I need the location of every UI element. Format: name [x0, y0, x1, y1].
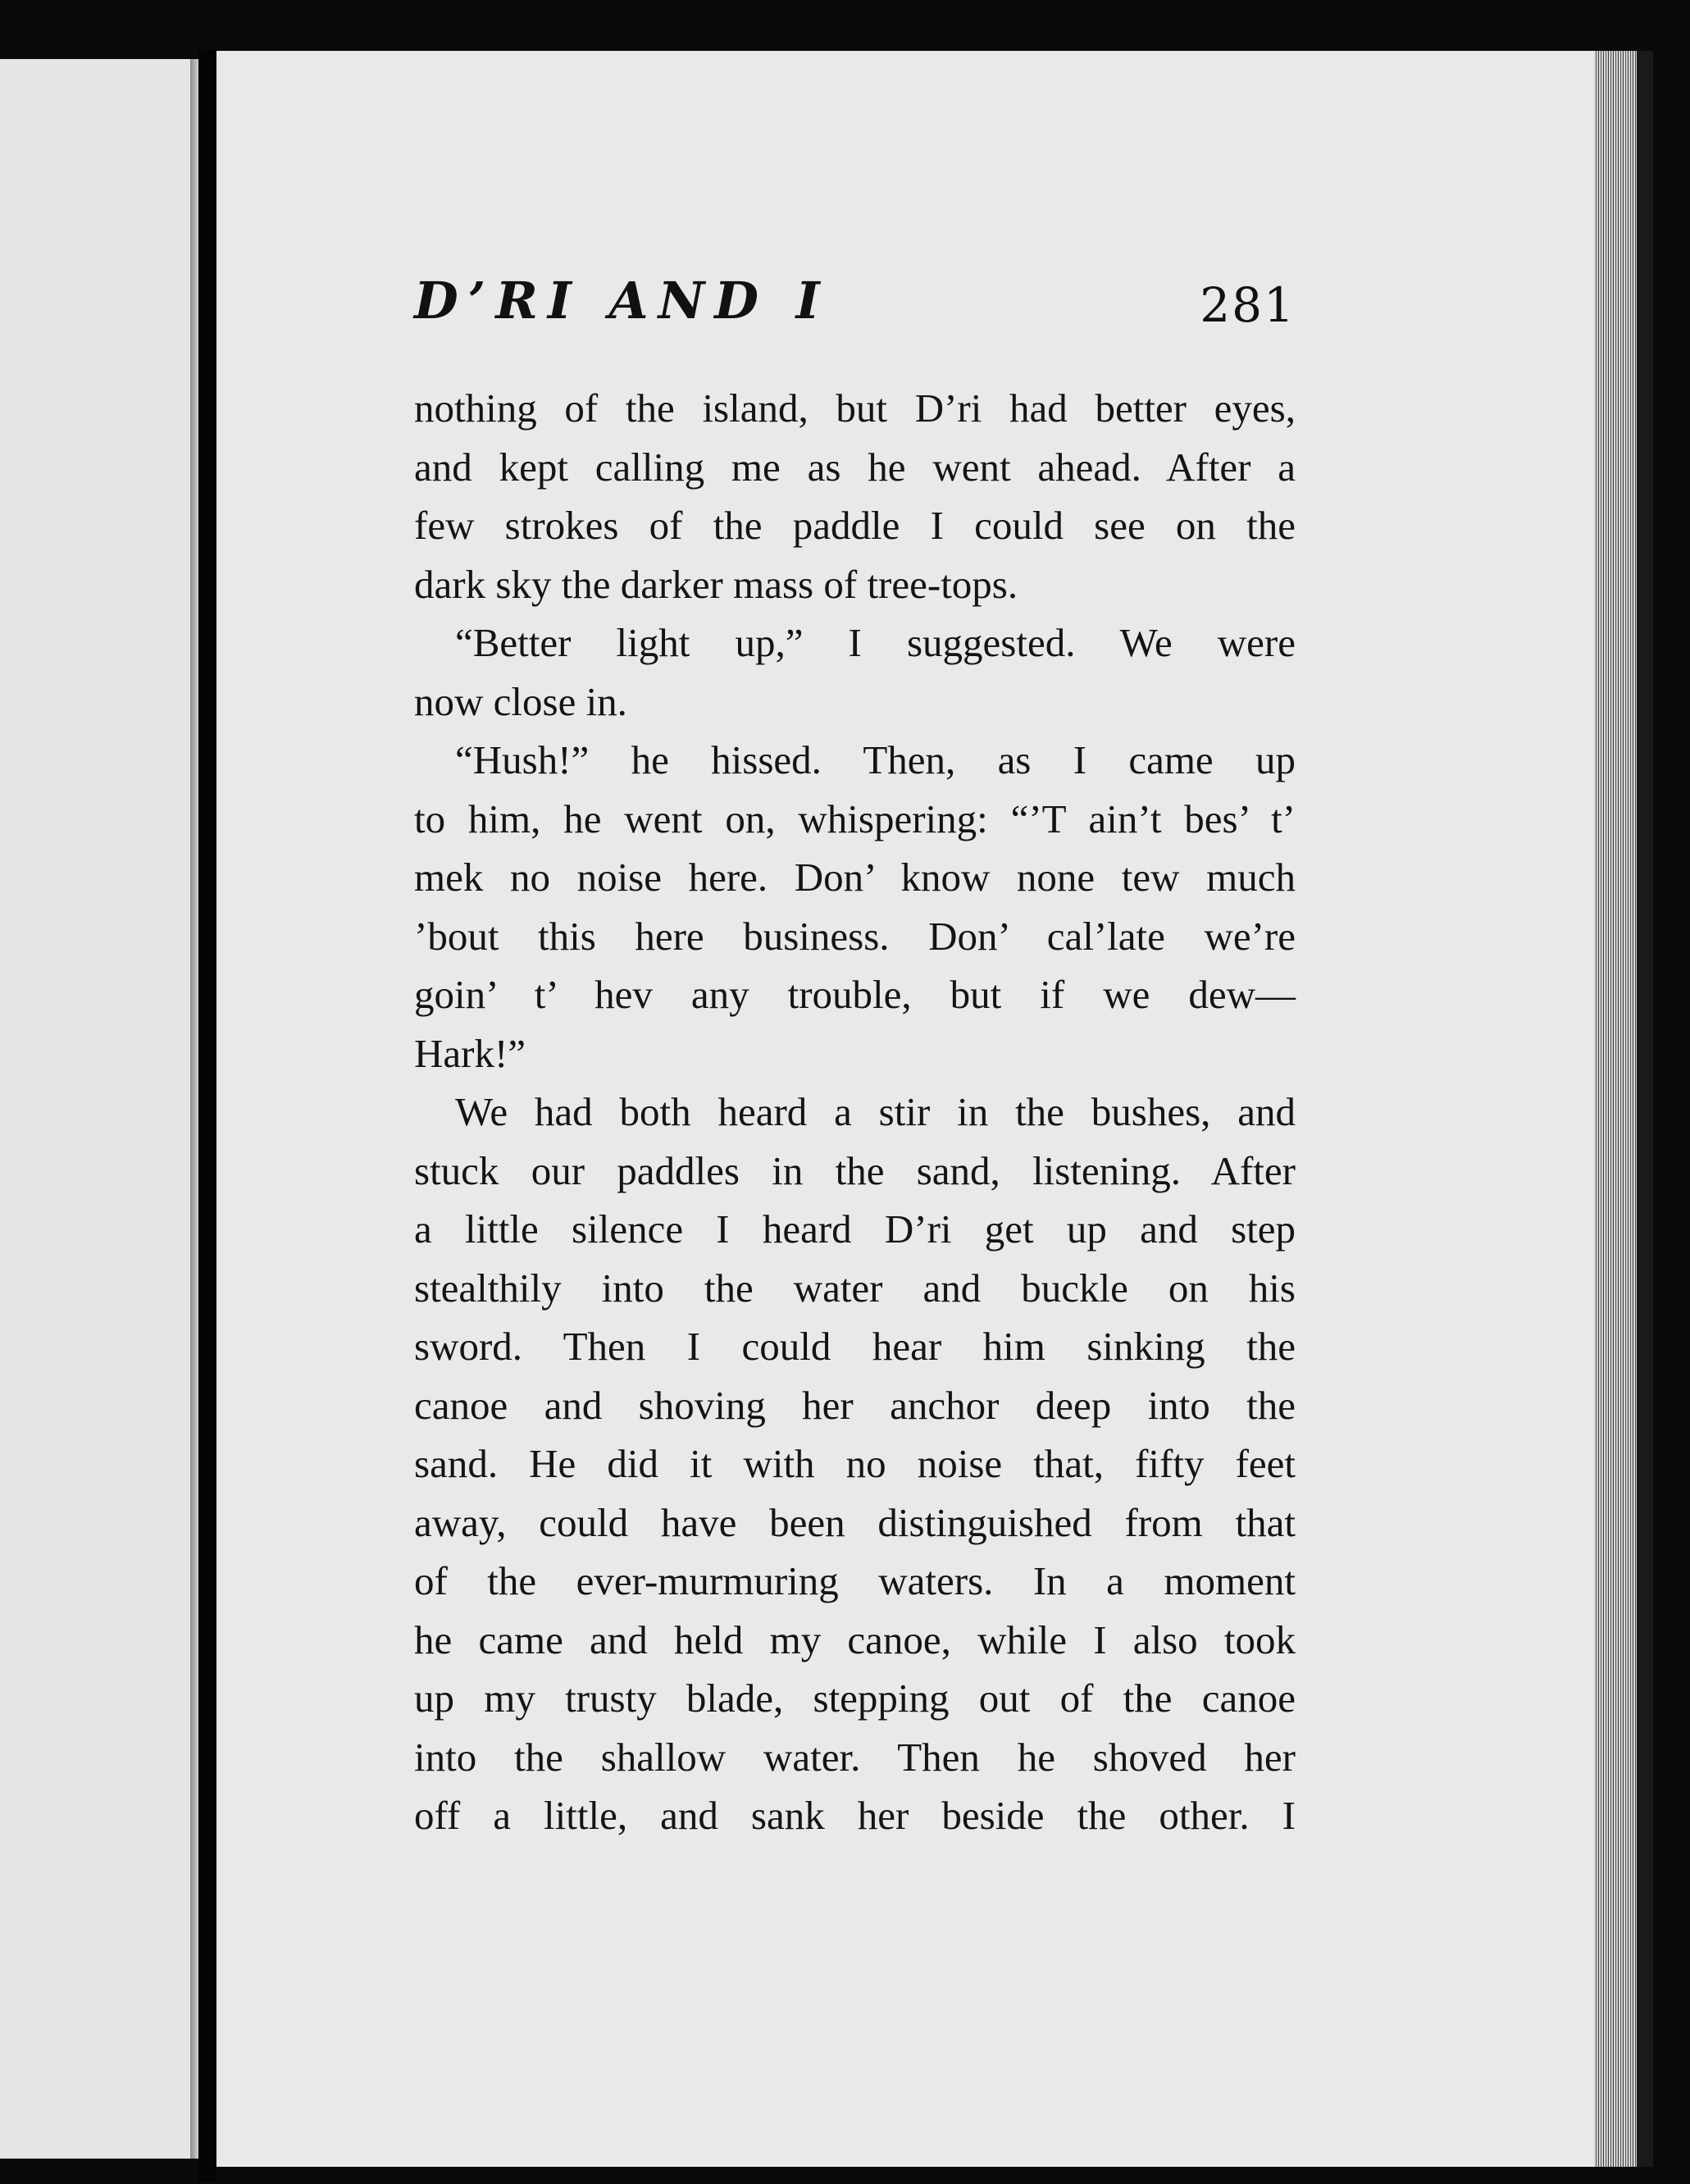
- book-gutter: [198, 49, 216, 2182]
- running-head-title: D’RI AND I: [414, 271, 830, 331]
- text-line: sand. He did it with no noise that, fifty feet: [414, 1441, 1296, 1486]
- text-line: away, could have been distinguished from that: [414, 1499, 1296, 1545]
- text-line: “Better light up,” I suggested. We were: [455, 620, 1296, 665]
- text-line: ’bout this here business. Don’ cal’late we’re: [414, 913, 1296, 959]
- running-head: [414, 271, 1296, 336]
- text-line: We had both heard a stir in the bushes, and: [455, 1089, 1296, 1134]
- text-line: up my trusty blade, stepping out of the canoe: [414, 1676, 1296, 1721]
- text-line: off a little, and sank her beside the other. I: [414, 1793, 1296, 1838]
- page-number: 281: [1200, 277, 1296, 333]
- text-line: dark sky the darker mass of tree-tops.: [414, 561, 1018, 607]
- left-page-blank: [0, 59, 190, 2159]
- text-line: mek no noise here. Don’ know none tew much: [414, 855, 1296, 900]
- text-line: to him, he went on, whispering: “’T ain’t bes’ t’: [414, 796, 1296, 841]
- left-page-edge: [190, 59, 198, 2159]
- text-line: and kept calling me as he went ahead. After a: [414, 444, 1296, 490]
- text-line: canoe and shoving her anchor deep into the: [414, 1382, 1296, 1428]
- text-line: a little silence I heard D’ri get up and step: [414, 1206, 1296, 1252]
- text-line: now close in.: [414, 678, 627, 724]
- page-edge-shadow: [1637, 51, 1653, 2167]
- text-line: stealthily into the water and buckle on his: [414, 1265, 1296, 1311]
- text-line: stuck our paddles in the sand, listening. After: [414, 1147, 1296, 1193]
- text-line: few strokes of the paddle I could see on the: [414, 503, 1296, 548]
- text-line: into the shallow water. Then he shoved her: [414, 1734, 1296, 1780]
- body-text: [414, 379, 1296, 1845]
- text-line: of the ever-murmuring waters. In a moment: [414, 1558, 1296, 1603]
- text-line: goin’ t’ hev any trouble, but if we dew—: [414, 972, 1296, 1017]
- text-line: he came and held my canoe, while I also took: [414, 1616, 1296, 1662]
- text-line: sword. Then I could hear him sinking the: [414, 1324, 1296, 1369]
- text-line: nothing of the island, but D’ri had better eyes,: [414, 385, 1296, 431]
- text-line: “Hush!” he hissed. Then, as I came up: [455, 737, 1296, 782]
- stacked-page-edges: [1594, 51, 1637, 2167]
- text-line: Hark!”: [414, 1030, 526, 1076]
